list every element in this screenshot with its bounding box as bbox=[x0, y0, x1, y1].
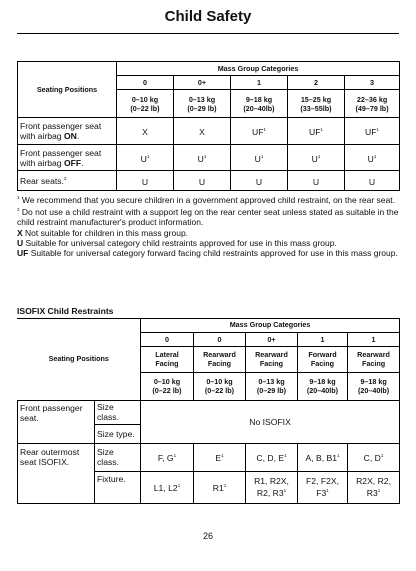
facing-cell: Forward Facing bbox=[298, 346, 348, 372]
suitability-cell: $U^1$ bbox=[174, 145, 231, 171]
footnote-1: $^1$ We recommend that you secure children in a government approved child restraint, on the rear seat. bbox=[17, 194, 395, 205]
fixture-cell: $R1^1$ bbox=[194, 471, 246, 503]
footnotes bbox=[17, 193, 401, 258]
seating-positions-header: Seating Positions bbox=[18, 318, 141, 400]
seat-position-cell: Front passenger seat with airbag OFF. bbox=[18, 145, 117, 171]
seat-position-cell: Front passenger seat with airbag ON. bbox=[18, 118, 117, 145]
facing-cell: Rearward Facing bbox=[246, 346, 298, 372]
size-class-cell: $E^1$ bbox=[194, 443, 246, 471]
mass-range-cell: 9–18 kg (20–40lb) bbox=[348, 372, 400, 400]
category-header: 0+ bbox=[246, 332, 298, 346]
page-title: Child Safety bbox=[164, 8, 252, 25]
fixture-cell: L1, $L2^1$ bbox=[141, 471, 194, 503]
mass-range-cell: 0–13 kg (0–29 lb) bbox=[174, 90, 231, 118]
category-header: 2 bbox=[288, 76, 345, 90]
suitability-cell: U bbox=[345, 171, 400, 191]
suitability-cell: U bbox=[117, 171, 174, 191]
fixture-cell: R1, R2X, R2, $R3^1$ bbox=[246, 471, 298, 503]
page-number: 26 bbox=[202, 531, 213, 541]
mass-range-cell: 9–18 kg (20–40lb) bbox=[298, 372, 348, 400]
table-row bbox=[18, 443, 400, 471]
legend-u: U Suitable for universal category child restraints approved for use in this mass group. bbox=[17, 237, 337, 248]
suitability-cell: $UF^1$ bbox=[231, 118, 288, 145]
mass-range-cell: 0–13 kg (0–29 lb) bbox=[246, 372, 298, 400]
suitability-cell: $UF^1$ bbox=[288, 118, 345, 145]
table-row bbox=[18, 400, 400, 424]
suitability-cell: $U^1$ bbox=[117, 145, 174, 171]
fixture-cell: F2, F2X, $F3^1$ bbox=[298, 471, 348, 503]
mass-range-cell: 9–18 kg (20–40lb) bbox=[231, 90, 288, 118]
suitability-cell: $U^1$ bbox=[288, 145, 345, 171]
fixture-label: Fixture. bbox=[95, 471, 141, 503]
facing-cell: Rearward Facing bbox=[348, 346, 400, 372]
legend-x: X Not suitable for children in this mass group. bbox=[17, 227, 189, 238]
category-header: 0 bbox=[117, 76, 174, 90]
category-header: 0 bbox=[141, 332, 194, 346]
size-type-label: Size type. bbox=[95, 424, 141, 443]
category-header: 0+ bbox=[174, 76, 231, 90]
size-class-label: Size class. bbox=[95, 400, 141, 424]
isofix-table bbox=[17, 318, 400, 504]
size-class-cell: C, D, $E^1$ bbox=[246, 443, 298, 471]
seat-position-cell: Rear outermost seat ISOFIX. bbox=[18, 443, 95, 503]
table-row bbox=[18, 171, 400, 191]
mass-range-cell: 0–10 kg (0–22 lb) bbox=[141, 372, 194, 400]
mass-range-cell: 22–36 kg (49–79 lb) bbox=[345, 90, 400, 118]
category-header: 3 bbox=[345, 76, 400, 90]
legend-uf: UF Suitable for universal category forward facing child restraints approved for use in this mass group. bbox=[17, 248, 398, 259]
seat-position-cell: Rear seats.$^2$ bbox=[18, 171, 117, 191]
seat-position-cell: Front passenger seat. bbox=[18, 400, 95, 443]
mass-range-cell: 15–25 kg (33–55lb) bbox=[288, 90, 345, 118]
no-isofix-cell: No ISOFIX bbox=[141, 400, 400, 443]
suitability-cell: U bbox=[174, 171, 231, 191]
size-class-cell: F, $G^1$ bbox=[141, 443, 194, 471]
size-class-cell: A, B, $B1^1$ bbox=[298, 443, 348, 471]
suitability-cell: $UF^1$ bbox=[345, 118, 400, 145]
mass-group-header: Mass Group Categories bbox=[141, 318, 400, 332]
isofix-heading: ISOFIX Child Restraints bbox=[17, 306, 114, 316]
facing-cell: Lateral Facing bbox=[141, 346, 194, 372]
table-row bbox=[18, 118, 400, 145]
category-header: 1 bbox=[298, 332, 348, 346]
mass-group-header: Mass Group Categories bbox=[117, 62, 400, 76]
suitability-cell: $U^1$ bbox=[345, 145, 400, 171]
suitability-cell: X bbox=[174, 118, 231, 145]
category-header: 0 bbox=[194, 332, 246, 346]
category-header: 1 bbox=[231, 76, 288, 90]
facing-cell: Rearward Facing bbox=[194, 346, 246, 372]
mass-range-cell: 0–10 kg (0–22 lb) bbox=[117, 90, 174, 118]
title-rule bbox=[17, 33, 399, 34]
mass-range-cell: 0–10 kg (0–22 lb) bbox=[194, 372, 246, 400]
suitability-cell: $U^1$ bbox=[231, 145, 288, 171]
suitability-cell: U bbox=[231, 171, 288, 191]
suitability-cell: X bbox=[117, 118, 174, 145]
footnote-2: $^2$ Do not use a child restraint with a support leg on the rear center seat unless stated as suitable in the child restraint manufacturer's product information. bbox=[17, 206, 399, 228]
mass-group-table bbox=[17, 61, 400, 191]
suitability-cell: U bbox=[288, 171, 345, 191]
table-row bbox=[18, 145, 400, 171]
size-class-cell: C, $D^1$ bbox=[348, 443, 400, 471]
category-header: 1 bbox=[348, 332, 400, 346]
fixture-cell: R2X, R2, $R3^1$ bbox=[348, 471, 400, 503]
seating-positions-header: Seating Positions bbox=[18, 62, 117, 118]
size-class-label: Size class. bbox=[95, 443, 141, 471]
